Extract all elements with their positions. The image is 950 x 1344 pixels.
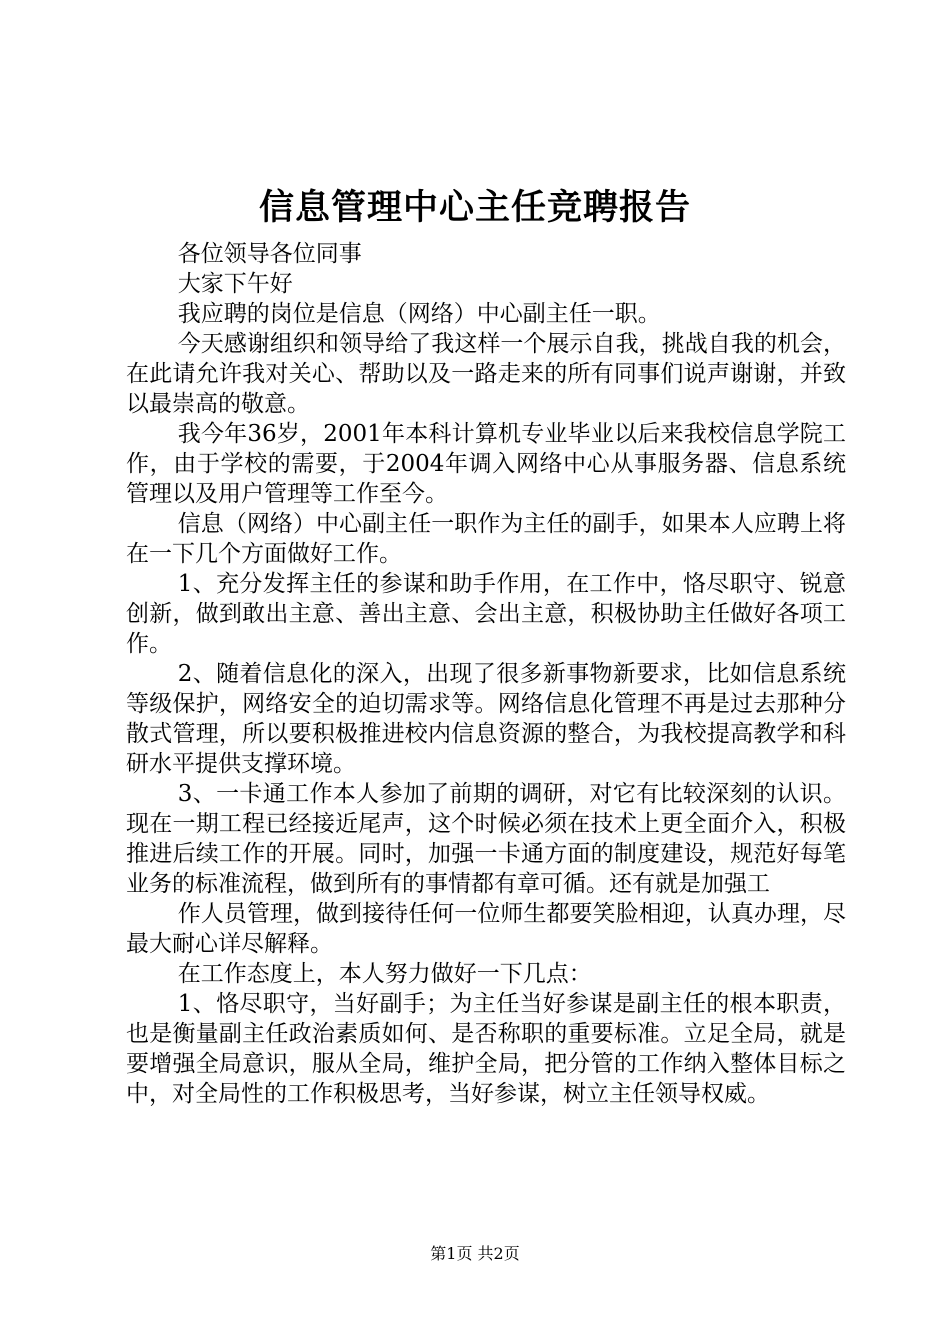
paragraph: 1、充分发挥主任的参谋和助手作用，在工作中，恪尽职守、锐意创新，做到敢出主意、善出主意、会出主意，积极协助主任做好各项工作。 [126,571,846,657]
page-footer: 第1页 共2页 [430,1244,520,1263]
document-title: 信息管理中心主任竞聘报告 [258,187,691,228]
paragraph: 1、恪尽职守，当好副手；为主任当好参谋是副主任的根本职责，也是衡量副主任政治素质如何、是否称职的重要标准。立足全局，就是要增强全局意识，服从全局，维护全局，把分管的工作纳入整体目标之中，对全局性的工作积极思考，当好参谋，树立主任领导权威。 [126,991,846,1107]
paragraph: 作人员管理，做到接待任何一位师生都要笑脸相迎，认真办理，尽最大耐心详尽解释。 [126,901,846,957]
paragraph: 2、随着信息化的深入，出现了很多新事物新要求，比如信息系统等级保护，网络安全的迫切需求等。网络信息化管理不再是过去那种分散式管理，所以要积极推进校内信息资源的整合，为我校提高教学和科研水平提供支撑环境。 [126,661,846,777]
paragraph: 3、一卡通工作本人参加了前期的调研，对它有比较深刻的认识。现在一期工程已经接近尾声，这个时候必须在技术上更全面介入，积极推进后续工作的开展。同时，加强一卡通方面的制度建设，规范好每笔业务的标准流程，做到所有的事情都有章可循。还有就是加强工 [126,781,846,897]
paragraph: 今天感谢组织和领导给了我这样一个展示自我，挑战自我的机会，在此请允许我对关心、帮助以及一路走来的所有同事们说声谢谢，并致以最崇高的敬意。 [126,331,846,417]
document-body [126,239,846,1109]
paragraph: 我今年36岁，2001年本科计算机专业毕业以后来我校信息学院工作，由于学校的需要，于2004年调入网络中心从事服务器、信息系统管理以及用户管理等工作至今。 [126,421,846,507]
paragraph: 大家下午好 [177,271,293,297]
paragraph: 我应聘的岗位是信息（网络）中心副主任一职。 [177,301,661,327]
paragraph: 各位领导各位同事 [177,241,362,267]
paragraph: 信息（网络）中心副主任一职作为主任的副手，如果本人应聘上将在一下几个方面做好工作。 [126,511,846,567]
paragraph: 在工作态度上，本人努力做好一下几点： [177,961,592,987]
